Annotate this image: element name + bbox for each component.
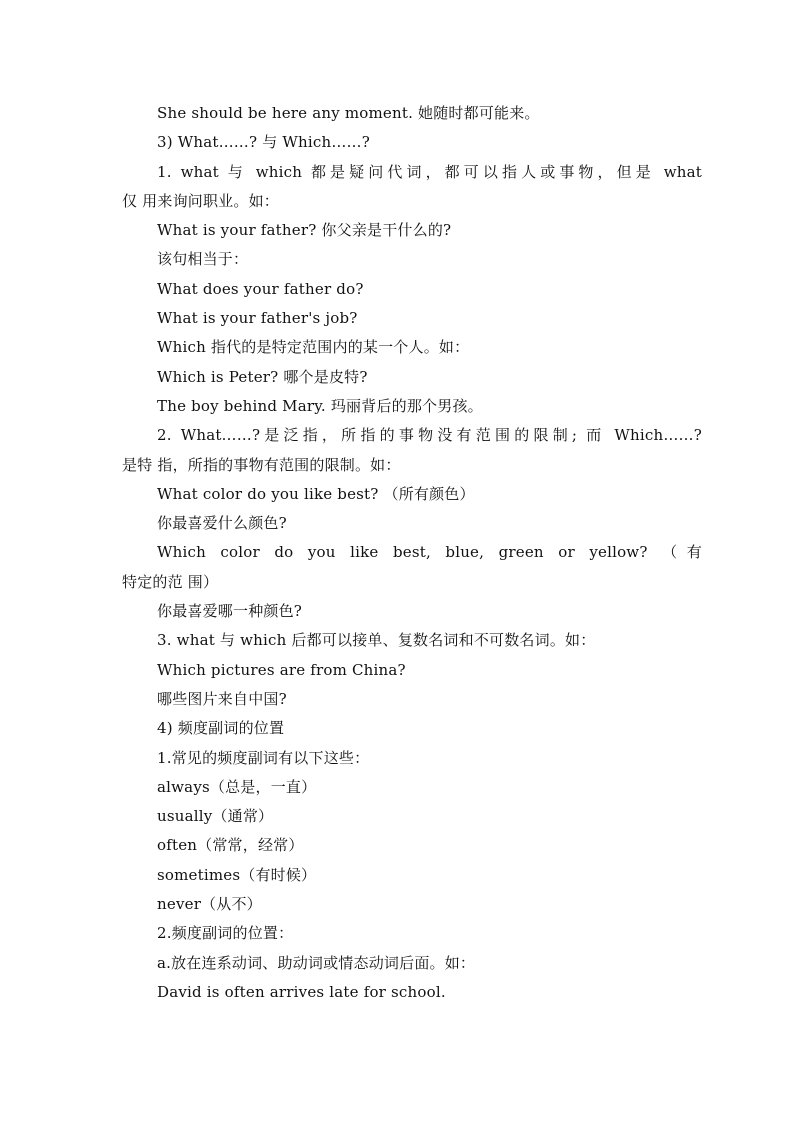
example-sentence: What does your father do? bbox=[157, 279, 364, 298]
list-item: sometimes（有时候） bbox=[157, 865, 317, 884]
example-sentence: The boy behind Mary. 玛丽背后的那个男孩。 bbox=[157, 396, 483, 415]
list-item: always（总是，一直） bbox=[157, 777, 317, 796]
example-sentence: What color do you like best? （所有颜色） bbox=[157, 484, 475, 503]
text-line: a.放在连系动词、助动词或情态动词后面。如： bbox=[157, 953, 476, 972]
text-line: 该句相当于： bbox=[157, 250, 249, 269]
translation-line: 哪些图片来自中国? bbox=[157, 689, 287, 708]
text-line-continuation: 特定的范 围） bbox=[122, 572, 219, 591]
example-sentence: What is your father? 你父亲是干什么的? bbox=[157, 221, 452, 240]
example-sentence: Which pictures are from China? bbox=[157, 660, 406, 679]
text-line: 2. What……?是泛指，所指的事物没有范围的限制; 而 Which……? bbox=[157, 426, 702, 445]
example-sentence: David is often arrives late for school. bbox=[157, 982, 446, 1001]
list-item: often（常常，经常） bbox=[157, 836, 304, 855]
section-heading: 3) What……? 与 Which……? bbox=[157, 133, 370, 152]
list-item: never（从不） bbox=[157, 895, 262, 914]
text-line: Which 指代的是特定范围内的某一个人。如： bbox=[157, 338, 470, 357]
text-line: 1. what 与 which 都是疑问代词，都可以指人或事物，但是 what bbox=[157, 162, 702, 181]
text-line: 3. what 与 which 后都可以接单、复数名词和不可数名词。如： bbox=[157, 631, 596, 650]
list-item: usually（通常） bbox=[157, 807, 274, 826]
text-line: 1.常见的频度副词有以下这些： bbox=[157, 748, 370, 767]
text-line: She should be here any moment. 她随时都可能来。 bbox=[157, 104, 540, 122]
text-line: 2.频度副词的位置： bbox=[157, 924, 294, 943]
text-line-continuation: 仅 用来询问职业。如： bbox=[122, 191, 279, 210]
section-heading: 4) 频度副词的位置 bbox=[157, 719, 285, 738]
example-sentence: What is your father's job? bbox=[157, 309, 358, 328]
translation-line: 你最喜爱什么颜色? bbox=[157, 514, 287, 533]
translation-line: 你最喜爱哪一种颜色? bbox=[157, 602, 303, 621]
example-sentence: Which is Peter? 哪个是皮特? bbox=[157, 367, 368, 386]
example-sentence: Which color do you like best, blue, green or yellow? （有 bbox=[157, 543, 702, 562]
document-body bbox=[122, 99, 702, 1007]
text-line-continuation: 是特 指，所指的事物有范围的限制。如： bbox=[122, 455, 401, 474]
